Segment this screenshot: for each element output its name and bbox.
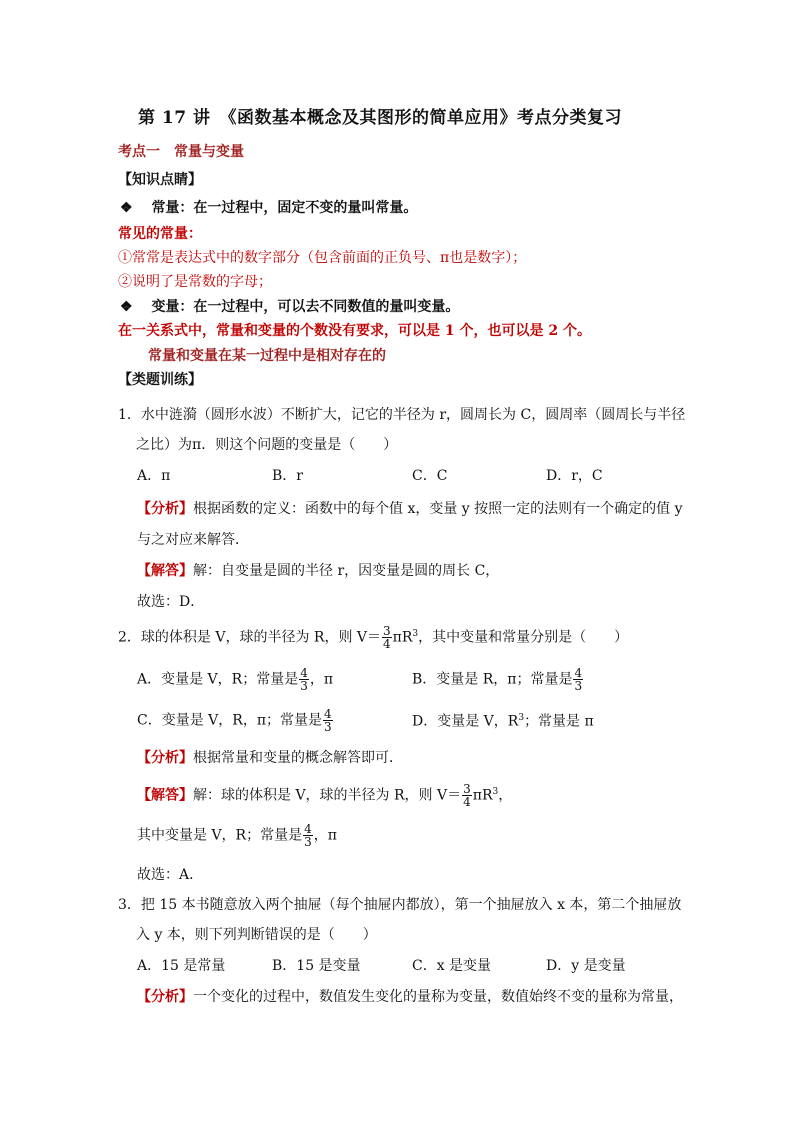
fraction-3-4: $\frac{3}{4}$ [383, 624, 391, 652]
section-heading: 考点一 常量与变量 [118, 144, 244, 160]
q1-option-a: A．π [137, 468, 171, 484]
practice-tag: 【类题训练】 [118, 372, 202, 388]
knowledge-tag: 【知识点睛】 [118, 172, 202, 188]
q1-stem-line2: 之比）为π．则这个问题的变量是（ ） [136, 437, 398, 453]
q2-option-a: A．变量是 V，R；常量是 $\frac{4}{3}$ ，π [137, 666, 334, 693]
q3-stem-line2: 入 y 本，则下列判断错误的是（ ） [136, 927, 377, 943]
q3-option-c: C．x 是变量 [412, 958, 492, 974]
q1-option-c: C．C [412, 468, 448, 484]
fraction-4-3: $\frac{4}{3}$ [304, 822, 312, 849]
q2-option-c: C．变量是 V，R，π；常量是 $\frac{4}{3}$ [137, 707, 332, 734]
q2-option-b: B．变量是 R，π；常量是 $\frac{4}{3}$ [412, 666, 583, 693]
fraction-4-3: $\frac{4}{3}$ [300, 666, 308, 693]
q3-option-b: B．15 是变量 [272, 958, 361, 974]
common-constants-heading: 常见的常量： [118, 226, 202, 242]
q1-stem-line1: 1．水中涟漪（圆形水波）不断扩大，记它的半径为 r，圆周长为 C，圆周率（圆周长与半径 [118, 407, 686, 423]
fraction-3-4: $\frac{3}{4}$ [463, 782, 471, 810]
q1-option-b: B．r [272, 468, 303, 484]
q1-choice: 故选：D． [137, 594, 205, 610]
common-constants-item-1: ①常常是表达式中的数字部分（包含前面的正负号、π也是数字）； [118, 250, 527, 266]
constant-definition: ❖ 常量：在一过程中，固定不变的量叫常量。 [120, 200, 418, 216]
q2-answer-line2: 其中变量是 V，R；常量是 $\frac{4}{3}$ ，π [137, 822, 337, 849]
q1-option-d: D．r，C [546, 468, 603, 484]
page-title: 第 17 讲 《函数基本概念及其图形的简单应用》考点分类复习 [138, 108, 622, 128]
q2-stem: 2．球的体积是 V，球的半径为 R，则 V＝ $\frac{3}{4}$ $\pi R^3$，其中变量和常量分别是（ ） [118, 624, 629, 652]
q3-analysis: 【分析】一个变化的过程中，数值发生变化的量称为变量，数值始终不变的量称为常量， [137, 989, 683, 1005]
q3-option-a: A．15 是常量 [137, 958, 226, 974]
q2-analysis: 【分析】根据常量和变量的概念解答即可． [137, 750, 403, 766]
q2-answer: 【解答】解：球的体积是 V，球的半径为 R，则 V＝ $\frac{3}{4}$ $\pi R^3$， [137, 782, 513, 810]
variable-definition: ❖ 变量：在一过程中，可以去不同数值的量叫变量。 [120, 299, 460, 315]
bullet-icon: ❖ [120, 299, 133, 315]
q1-analysis-line2: 与之对应来解答． [137, 532, 249, 548]
q3-stem-line1: 3．把 15 本书随意放入两个抽屉（每个抽屉内都放），第一个抽屉放入 x 本，第二个抽屉放 [118, 897, 682, 913]
common-constants-item-2: ②说明了是常数的字母； [118, 274, 272, 290]
q1-analysis: 【分析】根据函数的定义：函数中的每个值 x，变量 y 按照一定的法则有一个确定的值 y [137, 501, 683, 517]
q1-answer: 【解答】解：自变量是圆的半径 r，因变量是圆的周长 C， [137, 563, 500, 579]
bullet-icon: ❖ [120, 200, 133, 216]
relative-note: 常量和变量在某一过程中是相对存在的 [148, 348, 386, 364]
fraction-4-3: $\frac{4}{3}$ [324, 707, 332, 734]
q3-option-d: D．y 是变量 [546, 958, 626, 974]
fraction-4-3: $\frac{4}{3}$ [574, 666, 583, 693]
relation-note: 在一关系式中，常量和变量的个数没有要求，可以是 1 个，也可以是 2 个。 [118, 323, 591, 339]
q2-choice: 故选：A． [137, 867, 204, 883]
q2-option-d: D．变量是 V，$R^3$；常量是 π [412, 713, 594, 730]
